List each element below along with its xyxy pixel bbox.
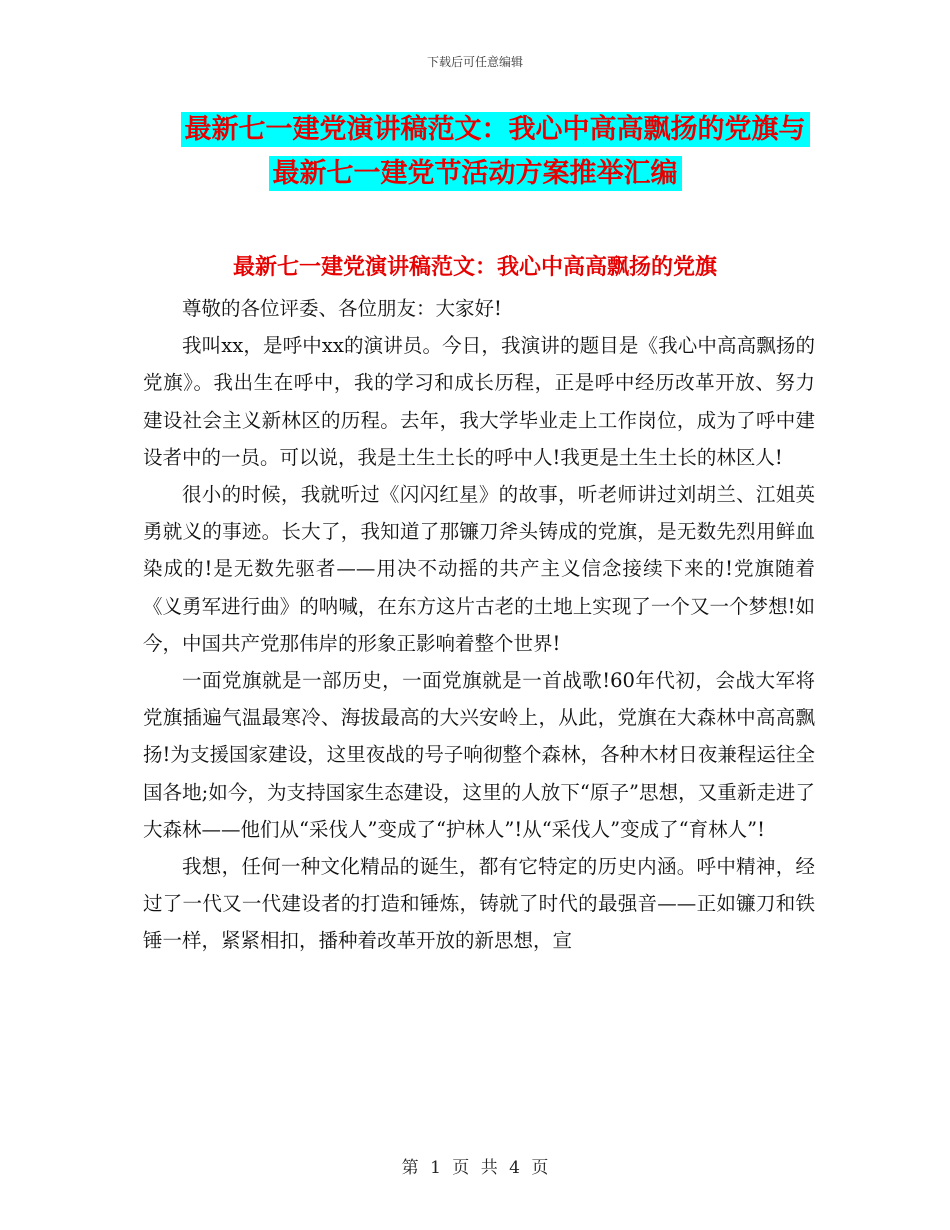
page-header: 下载后可任意编辑 — [426, 55, 523, 69]
title-line-2-text: 最新七一建党节活动方案推举汇编 — [269, 156, 682, 191]
paragraph: 很小的时候，我就听过《闪闪红星》的故事，听老师讲过刘胡兰、江姐英勇就义的事迹。长大了，我知道了那镰刀斧头铸成的党旗，是无数先烈用鲜血染成的!是无数先驱者——用决不动摇的共产主义信念接续下来的!党旗随着《义勇军进行曲》的呐喊，在东方这片古老的土地上实现了一个又一个梦想!如今，中国共产党那伟岸的形象正影响着整个世界! — [143, 483, 815, 655]
document-body — [143, 290, 815, 960]
document-title — [0, 108, 950, 196]
title-line-1-text: 最新七一建党演讲稿范文：我心中高高飘扬的党旗与 — [181, 112, 810, 147]
paragraph: 我想，任何一种文化精品的诞生，都有它特定的历史内涵。呼中精神，经过了一代又一代建设者的打造和锤炼，铸就了时代的最强音——正如镰刀和铁锤一样，紧紧相扣，播种着改革开放的新思想，宣 — [143, 855, 815, 953]
title-line-1 — [0, 108, 950, 152]
paragraph: 我叫xx，是呼中xx的演讲员。今日，我演讲的题目是《我心中高高飘扬的党旗》。我出生在呼中，我的学习和成长历程，正是呼中经历改革开放、努力建设社会主义新林区的历程。去年，我大学毕业走上工作岗位，成为了呼中建设者中的一员。可以说，我是土生土长的呼中人!我更是土生土长的林区人! — [143, 334, 815, 469]
paragraph: 尊敬的各位评委、各位朋友：大家好! — [182, 297, 502, 320]
page-footer: 第 1 页 共 4 页 — [401, 1158, 549, 1178]
paragraph: 一面党旗就是一部历史，一面党旗就是一首战歌!60年代初，会战大军将党旗插遍气温最寒冷、海拔最高的大兴安岭上，从此，党旗在大森林中高高飘扬!为支援国家建设，这里夜战的号子响彻整个森林，各种木材日夜兼程运往全国各地;如今，为支持国家生态建设，这里的人放下“原子”思想，又重新走进了大森林——他们从“采伐人”变成了“护林人”!从“采伐人”变成了“育林人”! — [143, 669, 815, 841]
section-title: 最新七一建党演讲稿范文：我心中高高飘扬的党旗 — [232, 255, 717, 280]
title-line-2 — [0, 152, 950, 196]
